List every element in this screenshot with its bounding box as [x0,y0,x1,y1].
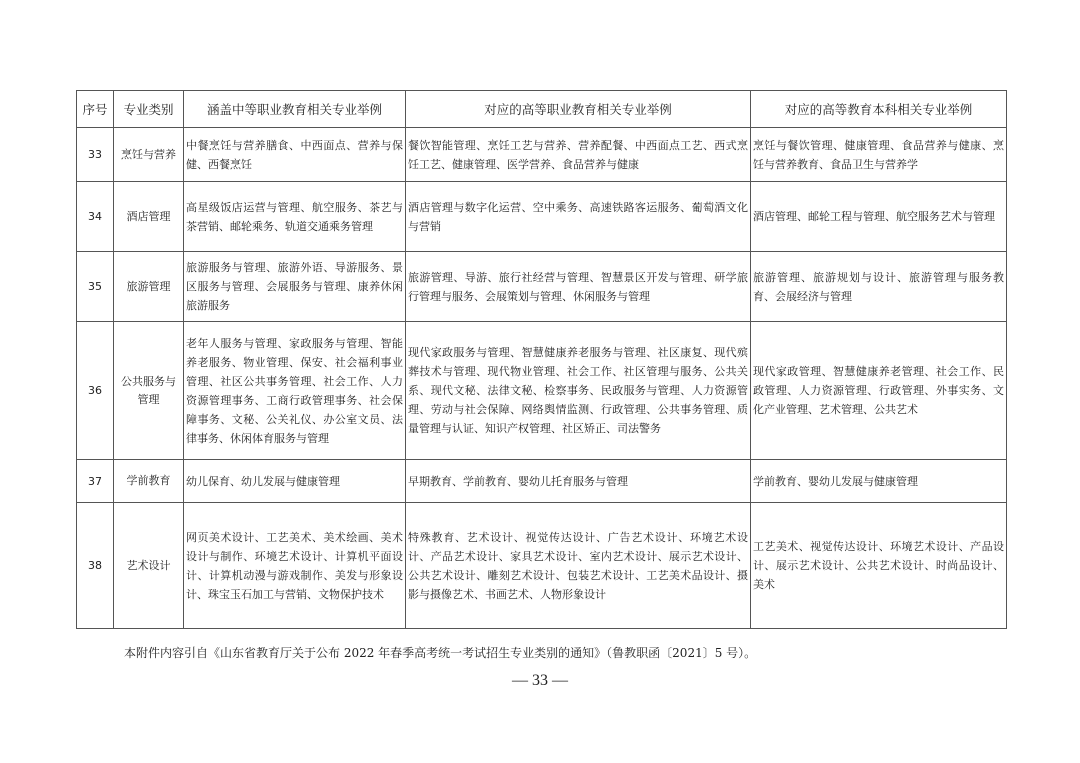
source-footnote: 本附件内容引自《山东省教育厅关于公布 2022 年春季高考统一考试招生专业类别的通知》（鲁教职函〔2021〕5 号）。 [124,646,757,660]
row-undergraduate: 工艺美术、视觉传达设计、环境艺术设计、产品设计、展示艺术设计、公共艺术设计、时尚品设计、美术 [751,503,1007,629]
row-secondary: 中餐烹饪与营养膳食、中西面点、营养与保健、西餐烹饪 [184,128,406,182]
row-category: 烹饪与营养 [114,128,184,182]
row-undergraduate: 酒店管理、邮轮工程与管理、航空服务艺术与管理 [751,182,1007,252]
row-undergraduate: 旅游管理、旅游规划与设计、旅游管理与服务教育、会展经济与管理 [751,252,1007,322]
row-higher-vocational: 旅游管理、导游、旅行社经营与管理、智慧景区开发与管理、研学旅行管理与服务、会展策划与管理、休闲服务与管理 [406,252,751,322]
table-row [77,460,1007,503]
row-secondary: 老年人服务与管理、家政服务与管理、智能养老服务、物业管理、保安、社会福利事业管理、社区公共事务管理、社会工作、人力资源管理事务、工商行政管理事务、社会保障事务、文秘、公关礼仪、办公室文员、法律事务、休闲体育服务与管理 [184,322,406,460]
row-category: 学前教育 [114,460,184,503]
table-row [77,128,1007,182]
table-row [77,503,1007,629]
header-seq: 序号 [77,91,114,128]
row-seq: 34 [77,182,114,252]
row-undergraduate: 烹饪与餐饮管理、健康管理、食品营养与健康、烹饪与营养教育、食品卫生与营养学 [751,128,1007,182]
row-secondary: 幼儿保育、幼儿发展与健康管理 [184,460,406,503]
row-category: 旅游管理 [114,252,184,322]
row-seq: 33 [77,128,114,182]
row-higher-vocational: 酒店管理与数字化运营、空中乘务、高速铁路客运服务、葡萄酒文化与营销 [406,182,751,252]
row-higher-vocational: 现代家政服务与管理、智慧健康养老服务与管理、社区康复、现代殡葬技术与管理、现代物业管理、社会工作、社区管理与服务、公共关系、现代文秘、法律文秘、检察事务、民政服务与管理、人力资源管理、劳动与社会保障、网络舆情监测、行政管理、公共事务管理、质量管理与认证、知识产权管理、社区矫正、司法警务 [406,322,751,460]
row-seq: 38 [77,503,114,629]
table-header-row [77,91,1007,128]
table-row [77,252,1007,322]
header-undergraduate: 对应的高等教育本科相关专业举例 [751,91,1007,128]
header-category: 专业类别 [114,91,184,128]
row-category: 酒店管理 [114,182,184,252]
table-row [77,322,1007,460]
row-undergraduate: 学前教育、婴幼儿发展与健康管理 [751,460,1007,503]
row-category: 艺术设计 [114,503,184,629]
row-secondary: 旅游服务与管理、旅游外语、导游服务、景区服务与管理、会展服务与管理、康养休闲旅游服务 [184,252,406,322]
row-higher-vocational: 餐饮智能管理、烹饪工艺与营养、营养配餐、中西面点工艺、西式烹饪工艺、健康管理、医学营养、食品营养与健康 [406,128,751,182]
header-secondary: 涵盖中等职业教育相关专业举例 [184,91,406,128]
row-seq: 35 [77,252,114,322]
row-seq: 36 [77,322,114,460]
row-seq: 37 [77,460,114,503]
table-row [77,182,1007,252]
row-secondary: 网页美术设计、工艺美术、美术绘画、美术设计与制作、环境艺术设计、计算机平面设计、计算机动漫与游戏制作、美发与形象设计、珠宝玉石加工与营销、文物保护技术 [184,503,406,629]
row-undergraduate: 现代家政管理、智慧健康养老管理、社会工作、民政管理、人力资源管理、行政管理、外事实务、文化产业管理、艺术管理、公共艺术 [751,322,1007,460]
page-number: — 33 — [512,672,568,689]
majors-table [76,90,1007,629]
row-secondary: 高星级饭店运营与管理、航空服务、茶艺与茶营销、邮轮乘务、轨道交通乘务管理 [184,182,406,252]
row-category: 公共服务与管理 [114,322,184,460]
row-higher-vocational: 特殊教育、艺术设计、视觉传达设计、广告艺术设计、环境艺术设计、产品艺术设计、家具艺术设计、室内艺术设计、展示艺术设计、公共艺术设计、雕刻艺术设计、包装艺术设计、工艺美术品设计、摄影与摄像艺术、书画艺术、人物形象设计 [406,503,751,629]
header-higher-vocational: 对应的高等职业教育相关专业举例 [406,91,751,128]
row-higher-vocational: 早期教育、学前教育、婴幼儿托育服务与管理 [406,460,751,503]
